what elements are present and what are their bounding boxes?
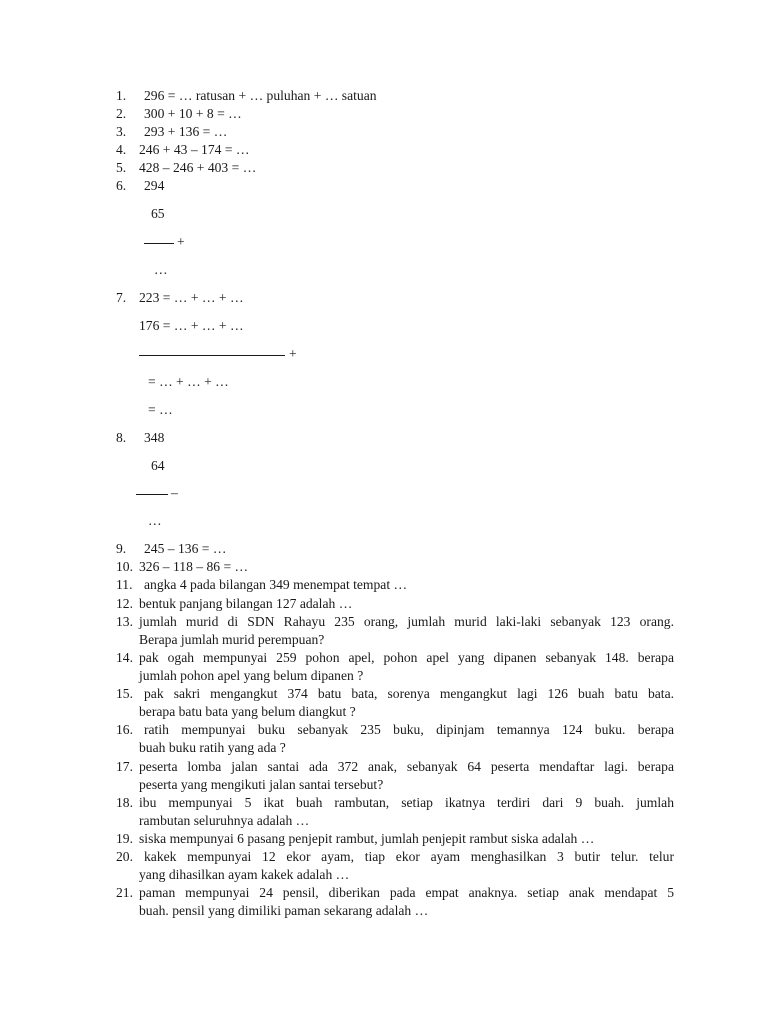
question-text-line-1: ratih mempunyai buku sebanyak 235 buku, dipinjam temannya 124 buku. berapa — [144, 722, 674, 737]
decomposition-result: = … — [148, 402, 173, 417]
question-text: 246 + 43 – 174 = … — [139, 142, 250, 157]
question-number: 20. — [116, 849, 133, 864]
question-text-line-2: buah. pensil yang dimiliki paman sekarang adalah … — [139, 903, 429, 918]
question-text-line-1: jumlah murid di SDN Rahayu 235 orang, jumlah murid laki-laki sebanyak 123 orang. — [139, 614, 674, 629]
plus-sign: + — [289, 346, 297, 361]
question-text: 296 = … ratusan + … puluhan + … satuan — [144, 88, 377, 103]
question-number: 19. — [116, 831, 133, 846]
question-text-line-2: Berapa jumlah murid perempuan? — [139, 632, 325, 647]
question-number: 7. — [116, 290, 127, 305]
sum-line — [139, 355, 285, 356]
question-number: 21. — [116, 885, 133, 900]
question-number: 18. — [116, 795, 133, 810]
question-number: 16. — [116, 722, 133, 737]
question-number: 4. — [116, 142, 127, 157]
question-number: 1. — [116, 88, 127, 103]
addition-top-operand: 294 — [144, 178, 165, 193]
question-number: 15. — [116, 686, 133, 701]
minus-sign: – — [171, 485, 178, 500]
question-number: 17. — [116, 759, 133, 774]
decomposition-sum: = … + … + … — [148, 374, 229, 389]
question-number: 10. — [116, 559, 133, 574]
question-text: 428 – 246 + 403 = … — [139, 160, 257, 175]
question-text: siska mempunyai 6 pasang penjepit rambut, jumlah penjepit rambut siska adalah … — [139, 831, 595, 846]
decomposition-line-2: 176 = … + … + … — [139, 318, 244, 333]
question-number: 11. — [116, 577, 133, 592]
question-number: 9. — [116, 541, 127, 556]
question-number: 8. — [116, 430, 127, 445]
question-text-line-1: paman mempunyai 24 pensil, diberikan pada empat anaknya. setiap anak mendapat 5 — [139, 885, 674, 900]
question-text-line-1: kakek mempunyai 12 ekor ayam, tiap ekor ayam menghasilkan 3 butir telur. telur — [144, 849, 674, 864]
addition-bottom-operand: 65 — [151, 206, 165, 221]
question-number: 6. — [116, 178, 127, 193]
question-text: 293 + 136 = … — [144, 124, 228, 139]
question-text-line-2: rambutan seluruhnya adalah … — [139, 813, 310, 828]
question-text-line-1: pak sakri mengangkut 374 batu bata, sorenya mengangkut lagi 126 buah batu bata. — [144, 686, 674, 701]
question-text-line-2: jumlah pohon apel yang belum dipanen ? — [139, 668, 364, 683]
question-number: 12. — [116, 596, 133, 611]
question-number: 13. — [116, 614, 133, 629]
question-text: 300 + 10 + 8 = … — [144, 106, 242, 121]
addition-result: … — [154, 262, 168, 277]
question-text-line-2: peserta yang mengikuti jalan santai tersebut? — [139, 777, 384, 792]
question-text-line-1: peserta lomba jalan santai ada 372 anak, sebanyak 64 peserta mendaftar lagi. berapa — [139, 759, 674, 774]
sum-line — [144, 243, 174, 244]
question-text-line-1: ibu mempunyai 5 ikat buah rambutan, setiap ikatnya terdiri dari 9 buah. jumlah — [139, 795, 674, 810]
question-number: 2. — [116, 106, 127, 121]
question-number: 3. — [116, 124, 127, 139]
subtraction-top-operand: 348 — [144, 430, 165, 445]
question-text: angka 4 pada bilangan 349 menempat tempat … — [144, 577, 408, 592]
decomposition-line-1: 223 = … + … + … — [139, 290, 244, 305]
question-text: 326 – 118 – 86 = … — [139, 559, 249, 574]
question-number: 14. — [116, 650, 133, 665]
question-text-line-2: berapa batu bata yang belum diangkut ? — [139, 704, 356, 719]
subtraction-result: … — [148, 513, 162, 528]
question-text: bentuk panjang bilangan 127 adalah … — [139, 596, 353, 611]
subtraction-bottom-operand: 64 — [151, 458, 165, 473]
difference-line — [136, 494, 168, 495]
question-text: 245 – 136 = … — [144, 541, 227, 556]
plus-sign: + — [177, 234, 185, 249]
question-text-line-2: yang dihasilkan ayam kakek adalah … — [139, 867, 350, 882]
question-number: 5. — [116, 160, 127, 175]
question-text-line-2: buah buku ratih yang ada ? — [139, 740, 286, 755]
question-text-line-1: pak ogah mempunyai 259 pohon apel, pohon apel yang dipanen sebanyak 148. berapa — [139, 650, 674, 665]
